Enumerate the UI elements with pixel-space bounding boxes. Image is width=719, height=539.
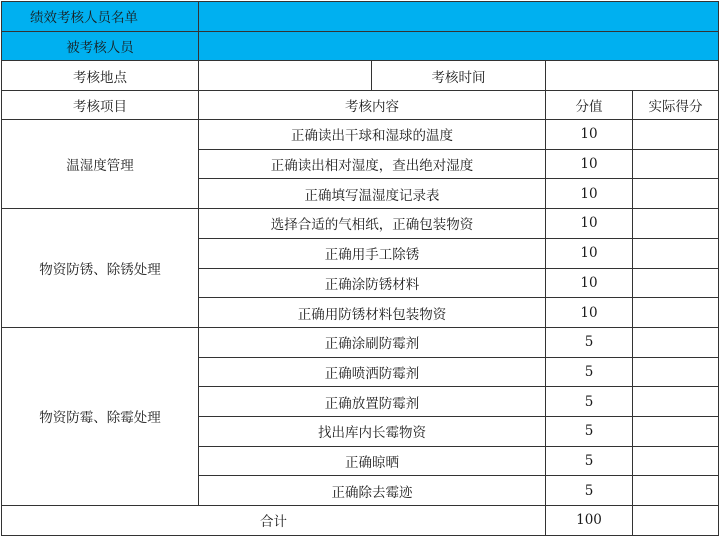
score-cell: 5 (546, 387, 633, 417)
location-value-cell[interactable] (199, 61, 372, 91)
examinee-value-cell[interactable] (199, 31, 719, 61)
table-row (2, 327, 719, 357)
score-cell: 10 (546, 120, 633, 150)
table-row (2, 209, 719, 239)
group-name: 温湿度管理 (2, 120, 199, 209)
actual-score-cell[interactable] (633, 446, 719, 476)
column-header-actual: 实际得分 (633, 91, 719, 120)
actual-score-cell[interactable] (633, 416, 719, 446)
total-score: 100 (546, 506, 633, 536)
content-cell: 正确除去霉迹 (199, 476, 546, 506)
column-header-score: 分值 (546, 91, 633, 120)
content-cell: 正确喷洒防霉剂 (199, 357, 546, 387)
actual-score-cell[interactable] (633, 387, 719, 417)
column-header-row (2, 91, 719, 120)
total-row (2, 506, 719, 536)
content-cell: 正确用手工除锈 (199, 238, 546, 268)
content-cell: 正确涂防锈材料 (199, 268, 546, 298)
group-name: 物资防锈、除锈处理 (2, 209, 199, 328)
content-cell: 选择合适的气相纸，正确包装物资 (199, 209, 546, 239)
time-label: 考核时间 (372, 61, 546, 91)
score-cell: 10 (546, 149, 633, 179)
actual-score-cell[interactable] (633, 238, 719, 268)
content-cell: 正确晾晒 (199, 446, 546, 476)
title-value-cell[interactable] (199, 2, 719, 32)
table-row (2, 120, 719, 150)
actual-score-cell[interactable] (633, 179, 719, 209)
content-cell: 正确读出干球和湿球的温度 (199, 120, 546, 150)
score-cell: 10 (546, 268, 633, 298)
score-cell: 5 (546, 327, 633, 357)
location-label: 考核地点 (2, 61, 199, 91)
score-cell: 5 (546, 476, 633, 506)
actual-score-cell[interactable] (633, 327, 719, 357)
sheet-title: 绩效考核人员名单 (2, 2, 199, 32)
actual-score-cell[interactable] (633, 120, 719, 150)
score-cell: 10 (546, 209, 633, 239)
total-label: 合计 (2, 506, 546, 536)
total-actual-cell[interactable] (633, 506, 719, 536)
score-cell: 10 (546, 179, 633, 209)
content-cell: 正确放置防霉剂 (199, 387, 546, 417)
actual-score-cell[interactable] (633, 357, 719, 387)
column-header-item: 考核项目 (2, 91, 199, 120)
examinee-label: 被考核人员 (2, 31, 199, 61)
content-cell: 正确用防锈材料包装物资 (199, 298, 546, 328)
actual-score-cell[interactable] (633, 298, 719, 328)
content-cell: 正确涂刷防霉剂 (199, 327, 546, 357)
location-time-row (2, 61, 719, 91)
column-header-content: 考核内容 (199, 91, 546, 120)
score-cell: 5 (546, 357, 633, 387)
score-cell: 5 (546, 416, 633, 446)
title-row (2, 2, 719, 32)
content-cell: 找出库内长霉物资 (199, 416, 546, 446)
actual-score-cell[interactable] (633, 268, 719, 298)
actual-score-cell[interactable] (633, 209, 719, 239)
actual-score-cell[interactable] (633, 149, 719, 179)
score-cell: 10 (546, 238, 633, 268)
group-name: 物资防霉、除霉处理 (2, 327, 199, 505)
assessment-table (1, 1, 719, 536)
time-value-cell[interactable] (546, 61, 719, 91)
content-cell: 正确填写温湿度记录表 (199, 179, 546, 209)
content-cell: 正确读出相对湿度，查出绝对湿度 (199, 149, 546, 179)
actual-score-cell[interactable] (633, 476, 719, 506)
examinee-row (2, 31, 719, 61)
score-cell: 5 (546, 446, 633, 476)
score-cell: 10 (546, 298, 633, 328)
